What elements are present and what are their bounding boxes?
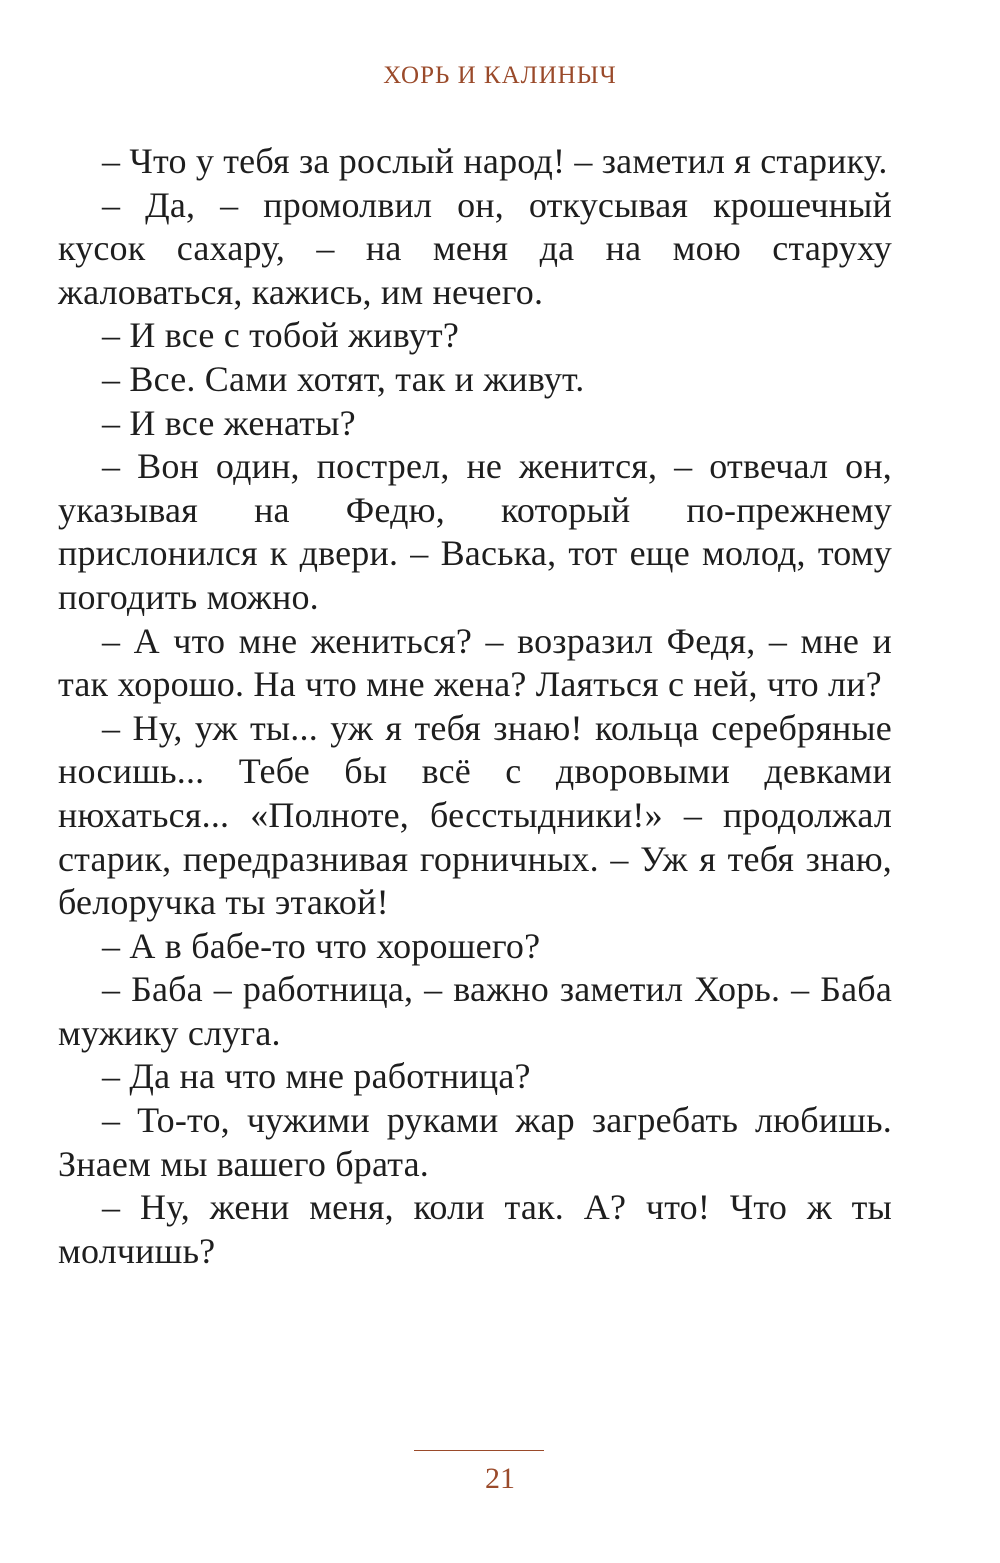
paragraph: – Ну, уж ты... уж я тебя знаю! кольца серебряные носишь... Тебе бы всё с дворовыми девками нюхаться... «Полноте, бесстыдники!» – продолжал старик, передразнивая горничных. – Уж я тебя знаю, белоручка ты этакой! [58,707,892,923]
footer-rule [414,1450,544,1451]
body-text [58,140,892,1273]
page-number: 21 [485,1462,515,1495]
paragraph: – Баба – работница, – важно заметил Хорь. – Баба мужику слуга. [58,969,892,1053]
paragraph: – И все с тобой живут? [102,315,460,356]
paragraph: – Да, – промолвил он, откусывая крошечный кусок сахару, – на меня да на мою старуху жаловаться, кажись, им нечего. [58,184,892,312]
paragraph: – И все женаты? [102,402,356,443]
paragraph: – Все. Сами хотят, так и живут. [102,358,585,399]
paragraph: – Вон один, пострел, не женится, – отвечал он, указывая на Федю, который по-прежнему прислонился к двери. – Васька, тот еще молод, тому погодить можно. [58,446,892,617]
paragraph: – Да на что мне работница? [102,1056,531,1097]
paragraph: – А в бабе-то что хорошего? [102,925,541,966]
paragraph: – То-то, чужими руками жар загребать любишь. Знаем мы вашего брата. [58,1100,892,1184]
paragraph: – Что у тебя за рослый народ! – заметил я старику. [102,141,888,181]
paragraph: – А что мне жениться? – возразил Федя, – мне и так хорошо. На что мне жена? Лаяться с ней, что ли? [58,620,892,705]
running-head: ХОРЬ И КАЛИНЫЧ [383,62,617,89]
paragraph: – Ну, жени меня, коли так. А? что! Что ж ты молчишь? [58,1187,892,1271]
